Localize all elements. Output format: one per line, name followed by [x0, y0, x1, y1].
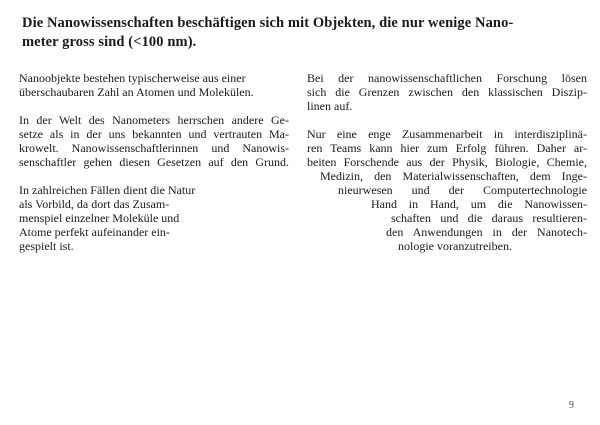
- paragraph-left-3: [19, 183, 289, 253]
- text-line: ren Teams kann hier zum Erfolg führen. Daher ar-: [307, 141, 587, 155]
- text-line: nologie voranzutreiben.: [398, 239, 512, 253]
- text-line: krowelt. Nanowissenschaftlerinnen und Nanowis-: [19, 141, 289, 155]
- text-line: Medizin, den Materialwissenschaften, dem Inge-: [320, 169, 587, 183]
- paragraph-right-1: [307, 71, 587, 113]
- text-line: Nur eine enge Zusammenarbeit in interdisziplinä-: [307, 127, 587, 141]
- right-column: [307, 71, 587, 267]
- left-column: [19, 71, 289, 267]
- title-line: Die Nanowissenschaften beschäftigen sich mit Objekten, die nur wenige Nano-: [22, 15, 514, 31]
- text-line: Nanoobjekte bestehen typischerweise aus einer: [19, 71, 246, 85]
- text-line: senschaftler gehen diesen Gesetzen auf den Grund.: [19, 155, 289, 169]
- text-line: menspiel einzelner Moleküle und: [19, 211, 180, 225]
- text-line: In der Welt des Nanometers herrschen andere Ge-: [19, 113, 289, 127]
- text-line: schaften und die daraus resultieren-: [391, 211, 587, 225]
- text-line: nieurwesen und der Computertechnologie: [338, 183, 587, 197]
- text-line: In zahlreichen Fällen dient die Natur: [19, 183, 196, 197]
- paragraph-left-1: [19, 71, 289, 99]
- text-line: linen auf.: [307, 99, 353, 113]
- text-line: sich die Grenzen zwischen den klassischen Diszip-: [307, 85, 587, 99]
- text-line: Bei der nanowissenschaftlichen Forschung lösen: [307, 71, 587, 85]
- text-line: setze als in der uns bekannten und vertrauten Ma-: [19, 127, 289, 141]
- text-line: beiten Forschende aus der Physik, Biologie, Chemie,: [307, 155, 587, 169]
- paragraph-left-2: [19, 113, 289, 169]
- page-number: 9: [569, 400, 574, 411]
- text-line: als Vorbild, da dort das Zusam-: [19, 197, 170, 211]
- text-line: überschaubaren Zahl an Atomen und Molekülen.: [19, 85, 254, 99]
- paragraph-right-2: [307, 127, 587, 253]
- text-line: den Anwendungen in der Nanotech-: [386, 225, 587, 239]
- page-title: [22, 14, 580, 51]
- text-line: Atome perfekt aufeinander ein-: [19, 225, 170, 239]
- title-line: meter gross sind (<100 nm).: [22, 33, 197, 50]
- text-line: gespielt ist.: [19, 239, 74, 253]
- text-line: Hand in Hand, um die Nanowissen-: [371, 197, 587, 211]
